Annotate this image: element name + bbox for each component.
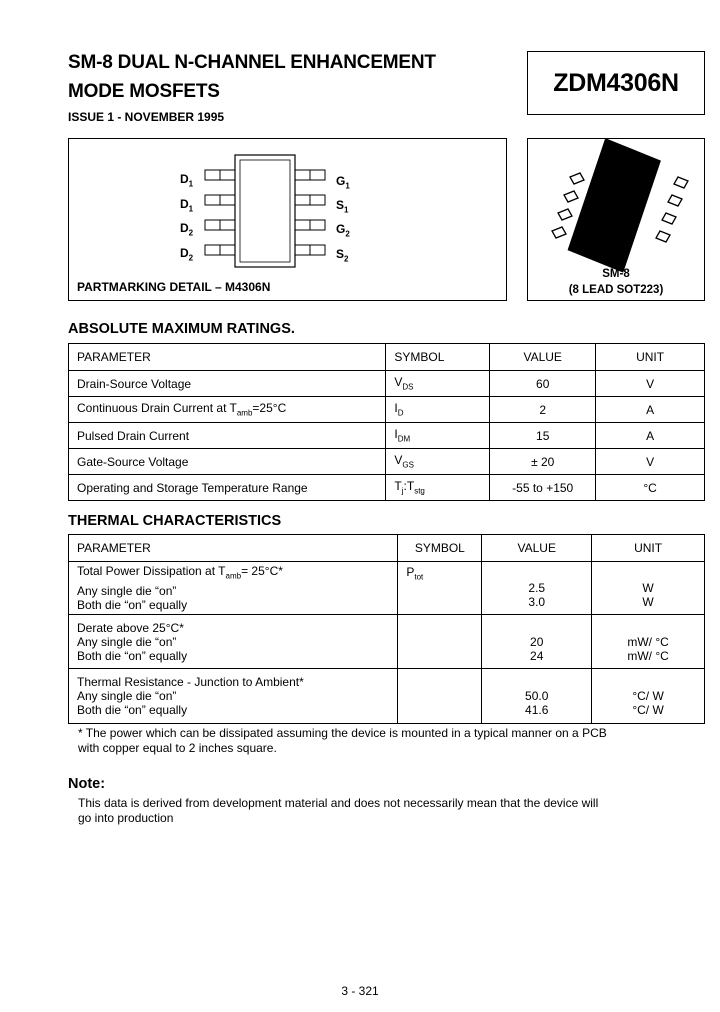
symbol-cell: $I_D$ [386, 397, 490, 423]
pin-label-left-3: $D_2$ [180, 221, 194, 238]
thermal-heading: THERMAL CHARACTERISTICS [68, 513, 282, 529]
package-image-box [527, 138, 705, 301]
left-leads [205, 170, 235, 255]
param-cell: Drain-Source Voltage [69, 371, 386, 397]
note-line-1: This data is derived from development material and does not necessarily mean that the device will [78, 796, 599, 810]
pin-label-left-2: $D_1$ [180, 197, 194, 214]
param-cell: Continuous Drain Current at $T_{amb}=25^\circ C$ [69, 397, 386, 423]
abs-max-table [68, 343, 705, 501]
chip-body [235, 155, 295, 267]
value-cell: -55 to +150 [490, 475, 596, 501]
param-cell: Total Power Dissipation at $T_{amb}= 25^\circ C*$ Any single die “on” Both die “on” equally [69, 562, 398, 615]
table-row [69, 449, 705, 475]
symbol-cell: $I_{DM}$ [386, 423, 490, 449]
pin-label-right-4: $S_2$ [336, 247, 349, 264]
header-unit: UNIT [592, 535, 705, 562]
pin-label-left-1: $D_1$ [180, 172, 194, 189]
note-line-2: go into production [78, 811, 174, 825]
table-header-row [69, 535, 705, 562]
value-cell: 15 [490, 423, 596, 449]
param-cell: Thermal Resistance - Junction to Ambient* Any single die “on” Both die “on” equally [69, 669, 398, 724]
value-cell: 50.0 41.6 [482, 669, 592, 724]
value-cell: 20 24 [482, 615, 592, 669]
table-row [69, 562, 705, 615]
pinout-diagram [69, 139, 506, 300]
table-row [69, 475, 705, 501]
header-symbol: SYMBOL [398, 535, 482, 562]
symbol-cell: $V_{GS}$ [386, 449, 490, 475]
symbol-cell [398, 615, 482, 669]
package-body [561, 139, 667, 273]
page-number: 3 - 321 [341, 984, 379, 998]
pin-label-right-2: $S_1$ [336, 198, 349, 215]
issue-date: ISSUE 1 - NOVEMBER 1995 [68, 110, 225, 124]
value-cell: ± 20 [490, 449, 596, 475]
value-cell: 2.5 3.0 [482, 562, 592, 615]
pinout-diagram-box [68, 138, 507, 301]
table-header-row [69, 344, 705, 371]
pin-label-right-1: $G_1$ [336, 174, 350, 191]
footnote-line-1: * The power which can be dissipated assuming the device is mounted in a typical manner on a PCB [78, 726, 607, 740]
header-value: VALUE [490, 344, 596, 371]
header-symbol: SYMBOL [386, 344, 490, 371]
pin-label-left-4: $D_2$ [180, 246, 194, 263]
title-line-2: MODE MOSFETS [68, 81, 220, 102]
symbol-cell: $T_j:T_{stg}$ [386, 475, 490, 501]
symbol-cell [398, 669, 482, 724]
package-leads-right [656, 177, 688, 242]
unit-cell: °C/ W °C/ W [592, 669, 705, 724]
package-description: (8 LEAD SOT223) [568, 284, 664, 296]
package-name: SM-8 [602, 268, 630, 280]
unit-cell: mW/ °C mW/ °C [592, 615, 705, 669]
table-row [69, 423, 705, 449]
note-heading: Note: [68, 776, 106, 792]
param-cell: Operating and Storage Temperature Range [69, 475, 386, 501]
unit-cell: V [596, 371, 705, 397]
param-cell: Gate-Source Voltage [69, 449, 386, 475]
table-row [69, 615, 705, 669]
value-cell: 2 [490, 397, 596, 423]
unit-cell: A [596, 423, 705, 449]
right-leads [295, 170, 325, 255]
part-number: ZDM4306N [527, 51, 705, 115]
table-row [69, 371, 705, 397]
thermal-table [68, 534, 705, 724]
param-cell: Pulsed Drain Current [69, 423, 386, 449]
footnote-line-2: with copper equal to 2 inches square. [78, 741, 277, 755]
title-line-1: SM-8 DUAL N-CHANNEL ENHANCEMENT [68, 52, 436, 73]
table-row [69, 397, 705, 423]
symbol-cell: $V_{DS}$ [386, 371, 490, 397]
header-parameter: PARAMETER [69, 344, 386, 371]
unit-cell: W W [592, 562, 705, 615]
unit-cell: A [596, 397, 705, 423]
unit-cell: °C [596, 475, 705, 501]
partmarking-detail: PARTMARKING DETAIL – M4306N [77, 280, 271, 294]
header-parameter: PARAMETER [69, 535, 398, 562]
pin-label-right-3: $G_2$ [336, 222, 350, 239]
header-value: VALUE [482, 535, 592, 562]
table-row [69, 669, 705, 724]
symbol-cell: $P_{tot}$ [398, 562, 482, 615]
param-cell: Derate above 25°C* Any single die “on” Both die “on” equally [69, 615, 398, 669]
value-cell: 60 [490, 371, 596, 397]
abs-max-heading: ABSOLUTE MAXIMUM RATINGS. [68, 321, 295, 337]
chip-inner [240, 160, 290, 262]
header-unit: UNIT [596, 344, 705, 371]
unit-cell: V [596, 449, 705, 475]
